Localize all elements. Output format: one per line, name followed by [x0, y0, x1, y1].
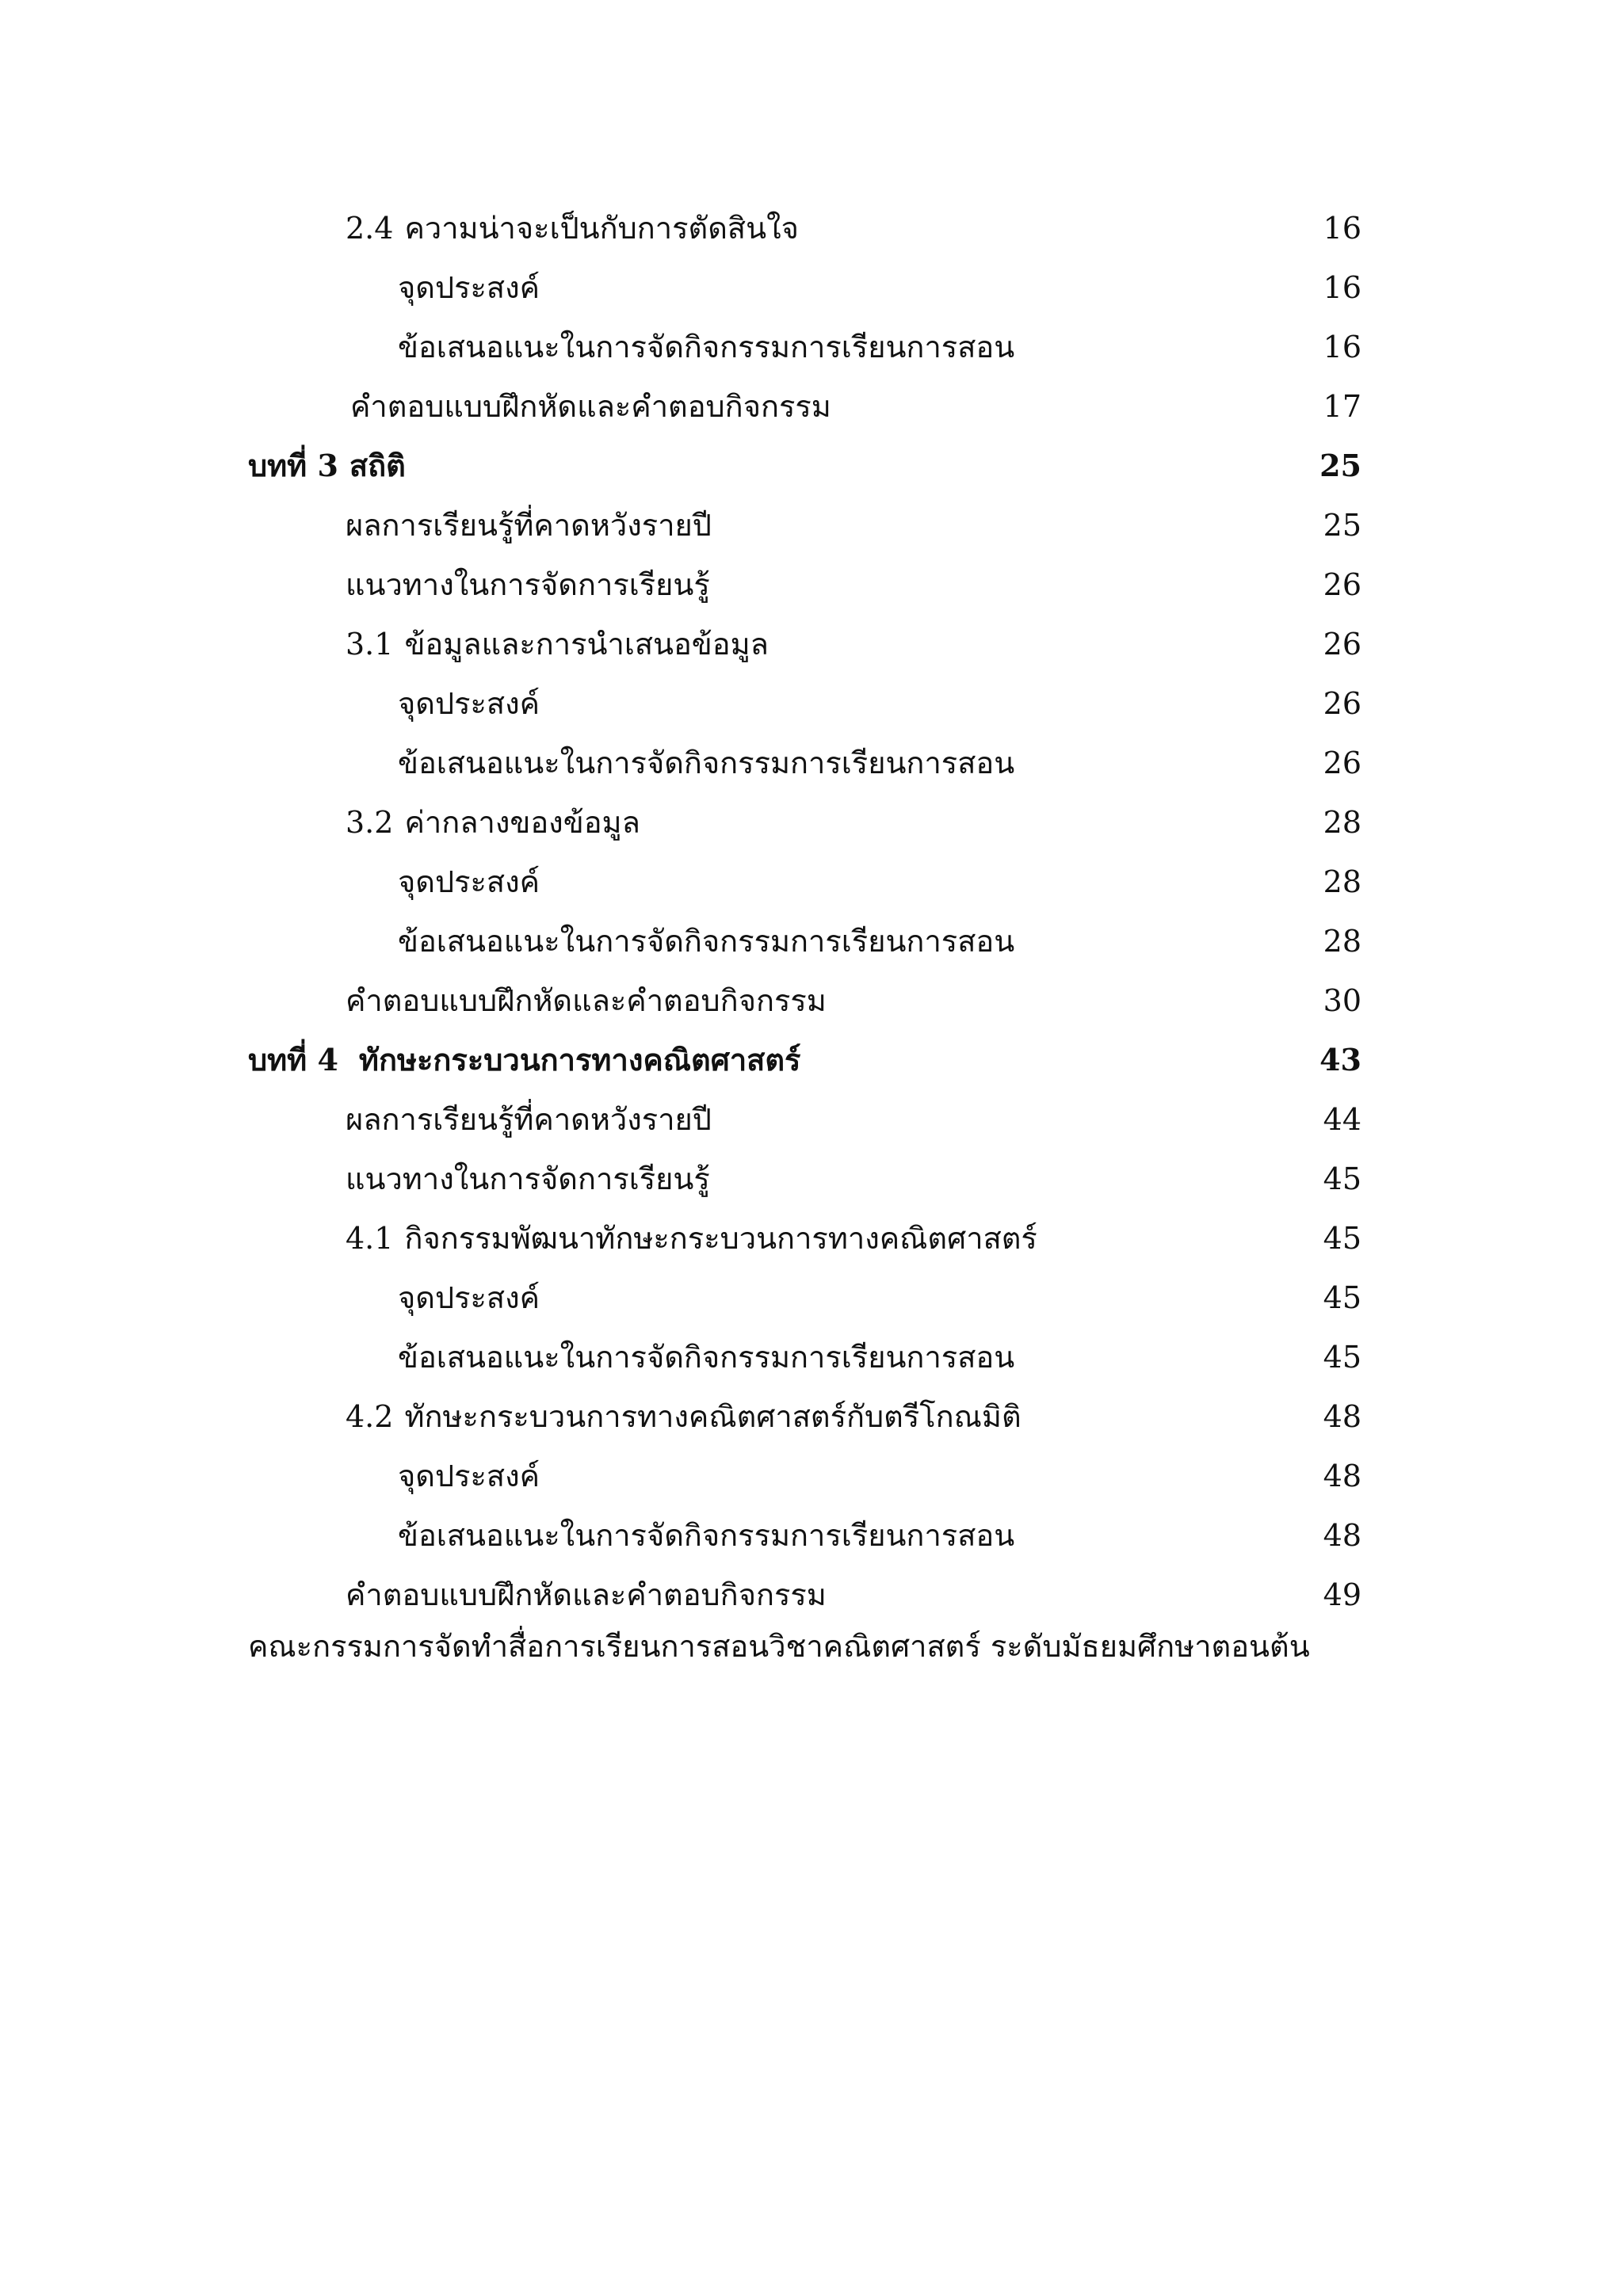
toc-page-number: 25 [1319, 448, 1361, 483]
toc-page-number: 45 [1323, 1280, 1361, 1315]
toc-row [346, 561, 1361, 608]
toc-chapter-row [248, 442, 1361, 490]
toc-row [398, 739, 1361, 787]
toc-row [346, 799, 1361, 846]
toc-entry-text: ข้อเสนอแนะในการจัดกิจกรรมการเรียนการสอน [398, 746, 1015, 780]
toc-row [350, 383, 1361, 430]
toc-entry-text: จุดประสงค์ [398, 686, 540, 721]
toc-chapter-title: สถิติ [349, 448, 406, 483]
toc-entry-number: 2.4 [346, 211, 394, 246]
toc-row [398, 1274, 1361, 1322]
toc-page-number: 26 [1323, 627, 1361, 662]
toc-page-number: 16 [1323, 270, 1361, 305]
toc-page-number: 30 [1323, 983, 1361, 1018]
toc-row [398, 1452, 1361, 1500]
toc-row [398, 1512, 1361, 1559]
toc-row [346, 977, 1361, 1024]
toc-entry-label [346, 204, 799, 252]
toc-entry-text: คำตอบแบบฝึกหัดและคำตอบกิจกรรม [350, 389, 831, 424]
toc-entry-text: ความน่าจะเป็นกับการตัดสินใจ [404, 211, 799, 246]
toc-page-number: 28 [1323, 924, 1361, 959]
toc-entry-text: ข้อเสนอแนะในการจัดกิจกรรมการเรียนการสอน [398, 1518, 1015, 1553]
toc-page-number: 48 [1323, 1459, 1361, 1493]
toc-page-number: 43 [1319, 1042, 1361, 1077]
toc-entry-text: จุดประสงค์ [398, 864, 540, 899]
toc-entry-text: ผลการเรียนรู้ที่คาดหวังรายปี [346, 1102, 712, 1137]
toc-entry-label [346, 1393, 1022, 1440]
toc-chapter-number: บทที่ 4 [248, 1042, 338, 1077]
toc-page-number: 17 [1323, 389, 1361, 424]
toc-row [346, 1215, 1361, 1262]
toc-entry-number: 3.1 [346, 627, 394, 662]
toc-entry-text: ข้อเสนอแนะในการจัดกิจกรรมการเรียนการสอน [398, 330, 1015, 364]
toc-page-number: 28 [1323, 864, 1361, 899]
toc-row [346, 1155, 1361, 1203]
toc-entry-text: แนวทางในการจัดการเรียนรู้ [346, 567, 710, 602]
toc-page-number: 49 [1323, 1577, 1361, 1612]
toc-entry-number: 4.2 [346, 1399, 394, 1434]
toc-page-number: 45 [1323, 1161, 1361, 1196]
toc-entry-number: 4.1 [346, 1221, 394, 1256]
toc-row [398, 680, 1361, 727]
committee-line: คณะกรรมการจัดทำสื่อการเรียนการสอนวิชาคณิตศาสตร์ ระดับมัธยมศึกษาตอนต้น [248, 1629, 1310, 1664]
toc-entry-text: จุดประสงค์ [398, 270, 540, 305]
toc-row [398, 264, 1361, 311]
toc-chapter-title: ทักษะกระบวนการทางคณิตศาสตร์ [358, 1042, 801, 1077]
toc-entry-text: ข้อมูลและการนำเสนอข้อมูล [404, 627, 769, 662]
toc-entry-text: ทักษะกระบวนการทางคณิตศาสตร์กับตรีโกณมิติ [404, 1399, 1022, 1434]
toc-entry-text: กิจกรรมพัฒนาทักษะกระบวนการทางคณิตศาสตร์ [404, 1221, 1037, 1256]
toc-page-number: 28 [1323, 805, 1361, 840]
toc-row [398, 917, 1361, 965]
toc-entry-label [248, 442, 406, 490]
toc-chapter-number: บทที่ 3 [248, 448, 338, 483]
toc-page-number: 48 [1323, 1399, 1361, 1434]
toc-row [398, 858, 1361, 906]
toc-page-number: 26 [1323, 567, 1361, 602]
toc-entry-label [346, 1215, 1037, 1262]
toc-page-number: 25 [1323, 508, 1361, 543]
toc-entry-text: ข้อเสนอแนะในการจัดกิจกรรมการเรียนการสอน [398, 924, 1015, 959]
toc-entry-text: คำตอบแบบฝึกหัดและคำตอบกิจกรรม [346, 1577, 827, 1612]
toc-page-number: 45 [1323, 1340, 1361, 1375]
toc-entry-label [346, 620, 769, 668]
toc-row [346, 1096, 1361, 1143]
toc-entry-text: คำตอบแบบฝึกหัดและคำตอบกิจกรรม [346, 983, 827, 1018]
toc-chapter-row [248, 1036, 1361, 1084]
toc-row [346, 1393, 1361, 1440]
toc-entry-label [248, 1036, 800, 1084]
toc-page-number: 26 [1323, 686, 1361, 721]
toc-page-number: 16 [1323, 330, 1361, 364]
toc-page-number: 45 [1323, 1221, 1361, 1256]
toc-entry-text: ข้อเสนอแนะในการจัดกิจกรรมการเรียนการสอน [398, 1340, 1015, 1375]
toc-entry-text: จุดประสงค์ [398, 1280, 540, 1315]
toc-page-number: 16 [1323, 211, 1361, 246]
toc-page-number: 44 [1323, 1102, 1361, 1137]
toc-entry-text: แนวทางในการจัดการเรียนรู้ [346, 1161, 710, 1196]
toc-row [346, 204, 1361, 252]
toc-row [398, 323, 1361, 371]
toc-row [346, 620, 1361, 668]
toc-entry-text: จุดประสงค์ [398, 1459, 540, 1493]
toc-entry-label [346, 799, 640, 846]
toc-row [346, 502, 1361, 549]
toc-page-number: 26 [1323, 746, 1361, 780]
toc-entry-text: ผลการเรียนรู้ที่คาดหวังรายปี [346, 508, 712, 543]
toc-page-number: 48 [1323, 1518, 1361, 1553]
toc-row [398, 1333, 1361, 1381]
toc-entry-number: 3.2 [346, 805, 394, 840]
toc-row [346, 1571, 1361, 1619]
toc-entry-text: ค่ากลางของข้อมูล [404, 805, 640, 840]
